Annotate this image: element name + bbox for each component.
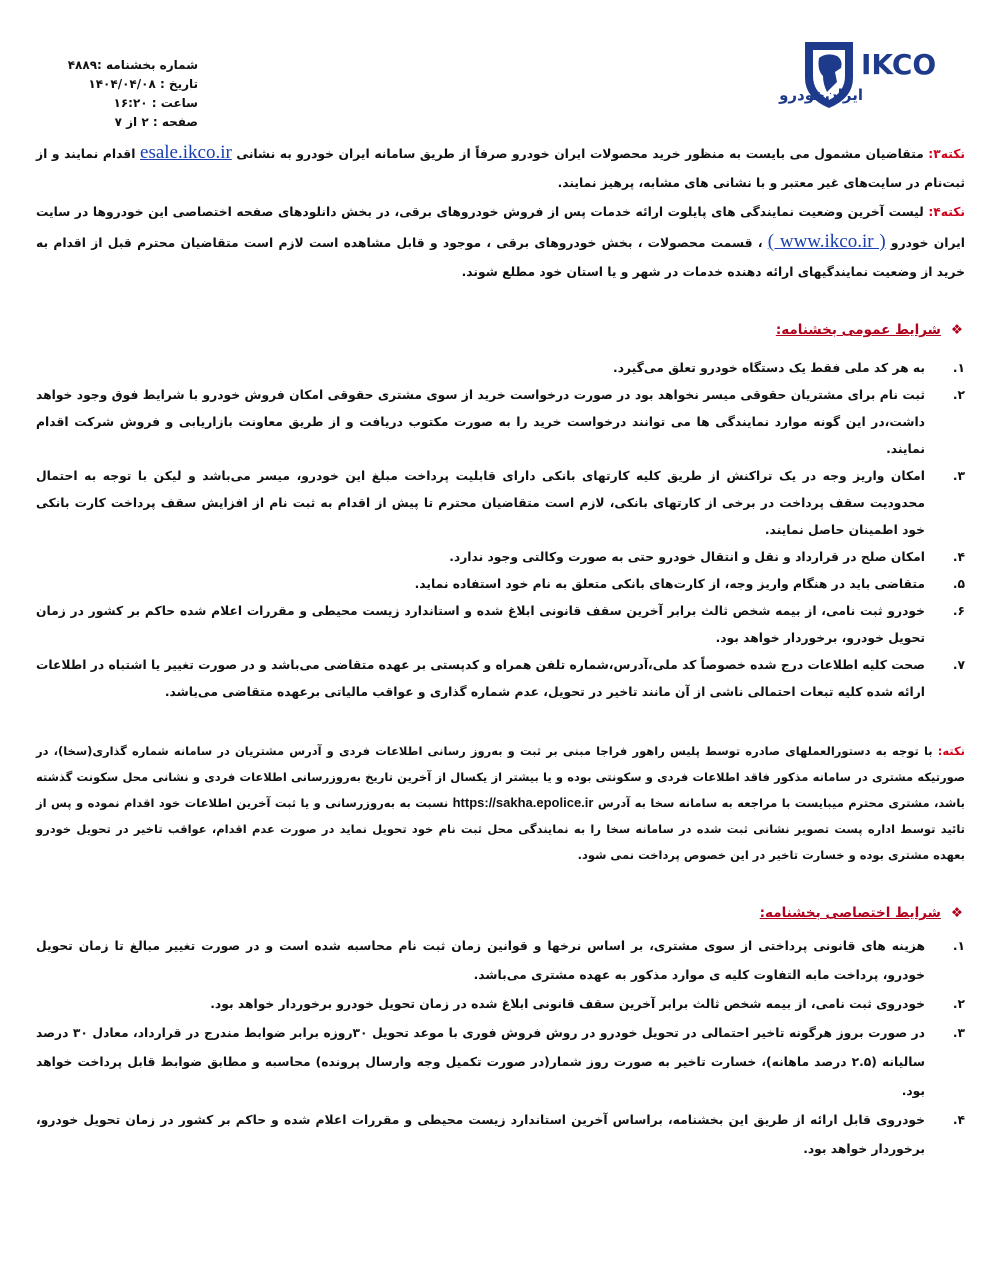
special-conditions-list bbox=[36, 932, 965, 1164]
item-text: صحت کلیه اطلاعات درج شده خصوصاً کد ملی،آدرس،شماره تلفن همراه و کدپستی بر عهده متقاضی می‌باشد و در صورت تغییر یا اشتباه در اطلاعات ارائه شده کلیه تبعات احتمالی ناشی از آن مانند تاخیر در تحویل، عدم شماره گذاری و عواقب مالیاتی برعهده متقاضی می‌باشد. bbox=[36, 658, 925, 699]
sakha-link[interactable]: https://sakha.epolice.ir bbox=[452, 795, 594, 810]
note-3-text-b: اقدام نمایند و از ثبت‌نام در سایت‌های غیر معتبر و با نشانی های مشابه، پرهیز نمایند. bbox=[36, 147, 965, 190]
general-conditions-heading bbox=[776, 322, 963, 338]
list-item bbox=[36, 544, 965, 571]
item-text: متقاضی باید در هنگام واریز وجه، از کارت‌های بانکی متعلق به نام خود استفاده نماید. bbox=[414, 577, 925, 591]
item-number: ۶. bbox=[952, 604, 965, 618]
circular-time: ساعت : ۱۶:۲۰ bbox=[113, 96, 198, 110]
item-text: امکان صلح در قرارداد و نقل و انتقال خودرو حتی به صورت وکالتی وجود ندارد. bbox=[449, 550, 925, 564]
note-4-label: نکته۴: bbox=[928, 205, 965, 219]
circular-page-number: صفحه : ۲ از ۷ bbox=[114, 115, 198, 129]
list-item bbox=[36, 571, 965, 598]
horse-emblem-icon bbox=[779, 38, 949, 110]
list-item bbox=[36, 990, 965, 1019]
item-number: ۱. bbox=[952, 939, 965, 953]
special-conditions-heading bbox=[760, 905, 963, 921]
list-item bbox=[36, 1019, 965, 1106]
ikco-website-link[interactable]: ( www.ikco.ir ) bbox=[767, 231, 886, 252]
general-conditions-list bbox=[36, 355, 965, 706]
logo-subtext: ایران‌خودرو bbox=[779, 86, 863, 104]
item-number: ۳. bbox=[952, 1026, 965, 1040]
item-number: ۲. bbox=[952, 388, 965, 402]
item-text: به هر کد ملی فقط یک دستگاه خودرو تعلق می‌گیرد. bbox=[613, 361, 925, 375]
list-item bbox=[36, 382, 965, 463]
note-3-text-a: متقاضیان مشمول می بایست به منظور خرید محصولات ایران خودرو صرفاً از طریق سامانه ایران خودرو به نشانی bbox=[231, 147, 929, 161]
list-item bbox=[36, 932, 965, 990]
item-text: خودرو ثبت نامی، از بیمه شخص ثالث برابر آخرین سقف قانونی ابلاغ شده و استاندارد زیست محیطی و مقررات اعلام شده حاکم بر کشور در زمان تحویل خودرو، برخوردار خواهد بود. bbox=[36, 604, 925, 645]
item-number: ۵. bbox=[952, 577, 965, 591]
item-number: ۱. bbox=[952, 361, 965, 375]
item-text: در صورت بروز هرگونه تاخیر احتمالی در تحویل خودرو در روش فروش فوری با موعد تحویل ۳۰روزه برابر ضوابط مندرج در قرارداد، معادل ۳۰ درصد سالیانه (۲.۵ درصد ماهانه)، خسارت تاخیر به صورت روز شمار(در صورت تکمیل وجه وارسال پرونده) محاسبه و مطابق ضوابط قابل پرداخت خواهد بود. bbox=[36, 1026, 925, 1098]
item-text: امکان واریز وجه در یک تراکنش از طریق کلیه کارتهای بانکی دارای قابلیت پرداخت مبلغ این خودرو، میسر می‌باشد و لیکن با توجه به احتمال محدودیت سقف پرداخت در برخی از کارتهای بانکی، لازم است متقاضیان محترم تا پیش از اقدام به ثبت نام از افزایش سقف پرداخت کارت بانکی خود اطمینان حاصل نمایند. bbox=[36, 469, 925, 537]
list-item bbox=[36, 463, 965, 544]
esale-link[interactable]: esale.ikco.ir bbox=[140, 142, 232, 163]
diamond-bullet-icon: ❖ bbox=[950, 905, 963, 921]
list-item bbox=[36, 598, 965, 652]
item-text: خودروی ثبت نامی، از بیمه شخص ثالث برابر آخرین سقف قانونی ابلاغ شده در زمان تحویل خودرو برخوردار خواهد بود. bbox=[210, 997, 925, 1011]
note-4-text-a: لیست آخرین وضعیت نمایندگی های پایلوت ارائه خدمات پس از فروش خودروهای برقی، در بخش دانلودهای صفحه اختصاصی این خودروها در سایت ایران خودرو bbox=[36, 205, 965, 250]
list-item bbox=[36, 652, 965, 706]
special-conditions-title: شرایط اختصاصی بخشنامه: bbox=[759, 905, 941, 921]
item-number: ۲. bbox=[952, 997, 965, 1011]
note-3-label: نکته۳: bbox=[928, 147, 965, 161]
note-4 bbox=[36, 198, 965, 287]
general-conditions-title: شرایط عمومی بخشنامه: bbox=[775, 322, 941, 338]
item-text: هزینه های قانونی پرداختی از سوی مشتری، بر اساس نرخها و قوانین زمان ثبت نام محاسبه شده است و در صورت تغییر مبالغ تا زمان تحویل خودرو، پرداخت مابه التفاوت کلیه ی موارد مذکور به عهده مشتری می‌باشد. bbox=[36, 939, 925, 982]
item-number: ۳. bbox=[952, 469, 965, 483]
ikco-logo bbox=[779, 38, 949, 110]
sakha-note-text-b: نسبت به به‌روزرسانی و یا ثبت آخرین اطلاعات خود اقدام نموده و پس از تائید توسط اداره پست تصویر نشانی ثبت شده در سامانه سخا را به نمایندگی محل ثبت نام خود تحویل نماید در صورت عدم اقدام، عواقب تاخیر در تحویل خودرو بعهده مشتری بوده و خسارت تاخیر در این خصوص پرداخت نمی شود. bbox=[36, 796, 965, 862]
note-3 bbox=[36, 138, 965, 198]
item-number: ۴. bbox=[952, 550, 965, 564]
item-number: ۴. bbox=[952, 1113, 965, 1127]
diamond-bullet-icon: ❖ bbox=[950, 322, 963, 338]
circular-number: شماره بخشنامه :۴۸۸۹ bbox=[67, 58, 198, 72]
list-item bbox=[36, 355, 965, 382]
sakha-note-text-a: با توجه به دستورالعملهای صادره توسط پلیس راهور فراجا مبنی بر ثبت و به‌روز رسانی اطلاعات فردی و آدرس مشتریان در سامانه شماره گذاری(سخا)، در صورتیکه مشتری در سامانه مذکور فاقد اطلاعات فردی و سکونتی بوده و یا بیشتر از یکسال از آخرین تاریخ به‌روزرسانی اطلاعات فردی و نشانی محل سکونت گذشته باشد، مشتری محترم میبایست با مراجعه به سامانه سخا به آدرس bbox=[36, 744, 965, 810]
item-text: ثبت نام برای مشتریان حقوقی میسر نخواهد بود در صورت درخواست خرید از سوی مشتری حقوقی امکان فروش خودرو با شرایط فوق وجود خواهد داشت،در این گونه موارد نمایندگی ها می توانند درخواست خرید را به صورت مکتوب دریافت و از طریق معاونت بازاریابی و فروش شرکت اقدام نمایند. bbox=[36, 388, 925, 456]
logo-text: IKCO bbox=[861, 48, 937, 81]
item-number: ۷. bbox=[952, 658, 965, 672]
circular-date: تاریخ : ۱۴۰۴/۰۴/۰۸ bbox=[88, 77, 198, 91]
sakha-note-label: نکته: bbox=[937, 744, 965, 758]
item-text: خودروی قابل ارائه از طریق این بخشنامه، براساس آخرین استاندارد زیست محیطی و مقررات اعلام شده و حاکم بر کشور در زمان تحویل خودرو، برخوردار خواهد بود. bbox=[36, 1113, 925, 1156]
note-4-text-b: ، قسمت محصولات ، بخش خودروهای برقی ، موجود و قابل مشاهده است لازم است متقاضیان محترم قبل از اقدام به خرید از وضعیت نمایندگیهای ارائه دهنده خدمات در شهر و یا استان خود مطلع شوند. bbox=[36, 236, 965, 279]
notes-section bbox=[36, 138, 965, 287]
sakha-note bbox=[36, 738, 965, 868]
list-item bbox=[36, 1106, 965, 1164]
circular-meta bbox=[58, 56, 198, 132]
